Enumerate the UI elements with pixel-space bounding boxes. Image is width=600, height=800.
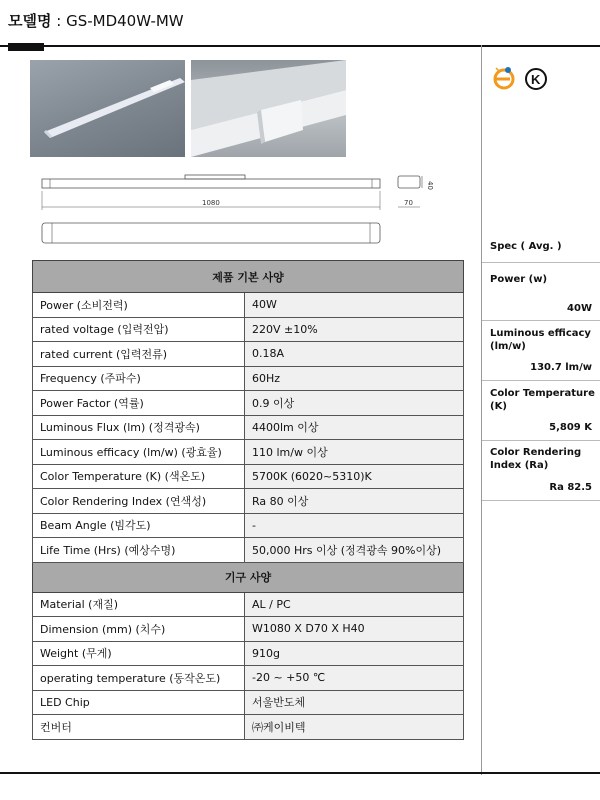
table-row [33, 342, 464, 367]
table-row [33, 715, 464, 740]
efficacy-value: 130.7 lm/w [530, 362, 592, 373]
table-row [33, 489, 464, 514]
table-row [33, 690, 464, 715]
spec-value: 60Hz [245, 366, 464, 391]
spec-label: 컨버터 [33, 715, 245, 740]
power-label: Power (w) [490, 274, 548, 285]
spec-value: 4400lm 이상 [245, 415, 464, 440]
spec-value: 40W [245, 293, 464, 318]
spec-label: Color Rendering Index (연색성) [33, 489, 245, 514]
spec-label: Power Factor (역률) [33, 391, 245, 416]
spec-label: Dimension (mm) (치수) [33, 617, 245, 642]
spec-value: - [245, 513, 464, 538]
spec-value: ㈜케이비텍 [245, 715, 464, 740]
spec-table [32, 260, 464, 740]
table-row [33, 641, 464, 666]
table-row [33, 440, 464, 465]
spec-value: AL / PC [245, 592, 464, 617]
spec-value: 0.18A [245, 342, 464, 367]
spec-value: 220V ±10% [245, 317, 464, 342]
spec-label: rated voltage (입력전압) [33, 317, 245, 342]
product-photo-full [30, 60, 185, 157]
table-row [33, 464, 464, 489]
dim-height: 40 [426, 181, 434, 190]
spec-label: Material (재질) [33, 592, 245, 617]
cri-label: Color Rendering Index (Ra) [490, 447, 582, 471]
table-row [33, 415, 464, 440]
efficacy-label: Luminous efficacy (lm/w) [490, 328, 591, 352]
product-photo-closeup [191, 60, 346, 157]
spec-summary [482, 0, 600, 800]
spec-label: Beam Angle (빔각도) [33, 513, 245, 538]
spec-heading: Spec ( Avg. ) [490, 241, 562, 252]
svg-text:K: K [531, 72, 541, 87]
model-name: GS-MD40W-MW [66, 12, 184, 30]
spec-label: Luminous efficacy (lm/w) (광효율) [33, 440, 245, 465]
spec-label: Color Temperature (K) (색온도) [33, 464, 245, 489]
technical-drawing [30, 165, 440, 255]
cri-value: Ra 82.5 [549, 482, 592, 493]
section-header [33, 562, 464, 592]
spec-value: -20 ~ +50 ℃ [245, 666, 464, 691]
color-temp-value: 5,809 K [549, 422, 592, 433]
table-row [33, 666, 464, 691]
color-temp-label: Color Temperature (K) [490, 388, 595, 412]
section-header [33, 261, 464, 293]
spec-label: operating temperature (동작온도) [33, 666, 245, 691]
spec-label: LED Chip [33, 690, 245, 715]
title-colon: : [51, 12, 67, 30]
table-row [33, 317, 464, 342]
section-title: 기구 사양 [33, 562, 464, 592]
spec-label: Power (소비전력) [33, 293, 245, 318]
spec-label: Weight (무게) [33, 641, 245, 666]
table-row [33, 617, 464, 642]
table-row [33, 293, 464, 318]
table-row [33, 592, 464, 617]
spec-value: 5700K (6020~5310)K [245, 464, 464, 489]
model-label: 모델명 [8, 12, 52, 30]
dim-depth: 70 [404, 199, 413, 207]
spec-value: Ra 80 이상 [245, 489, 464, 514]
spec-value: 910g [245, 641, 464, 666]
section-title: 제품 기본 사양 [33, 261, 464, 293]
spec-label: Life Time (Hrs) (예상수명) [33, 538, 245, 563]
table-row [33, 391, 464, 416]
power-value: 40W [567, 303, 592, 314]
spec-value: 0.9 이상 [245, 391, 464, 416]
spec-label: Luminous Flux (lm) (정격광속) [33, 415, 245, 440]
spec-value: 서울반도체 [245, 690, 464, 715]
spec-value: 110 lm/w 이상 [245, 440, 464, 465]
table-row [33, 513, 464, 538]
spec-value: 50,000 Hrs 이상 (정격광속 90%이상) [245, 538, 464, 563]
spec-label: Frequency (주파수) [33, 366, 245, 391]
spec-label: rated current (입력전류) [33, 342, 245, 367]
table-row [33, 366, 464, 391]
table-row [33, 538, 464, 563]
dim-length: 1080 [202, 199, 220, 207]
spec-value: W1080 X D70 X H40 [245, 617, 464, 642]
page-title [8, 10, 184, 31]
